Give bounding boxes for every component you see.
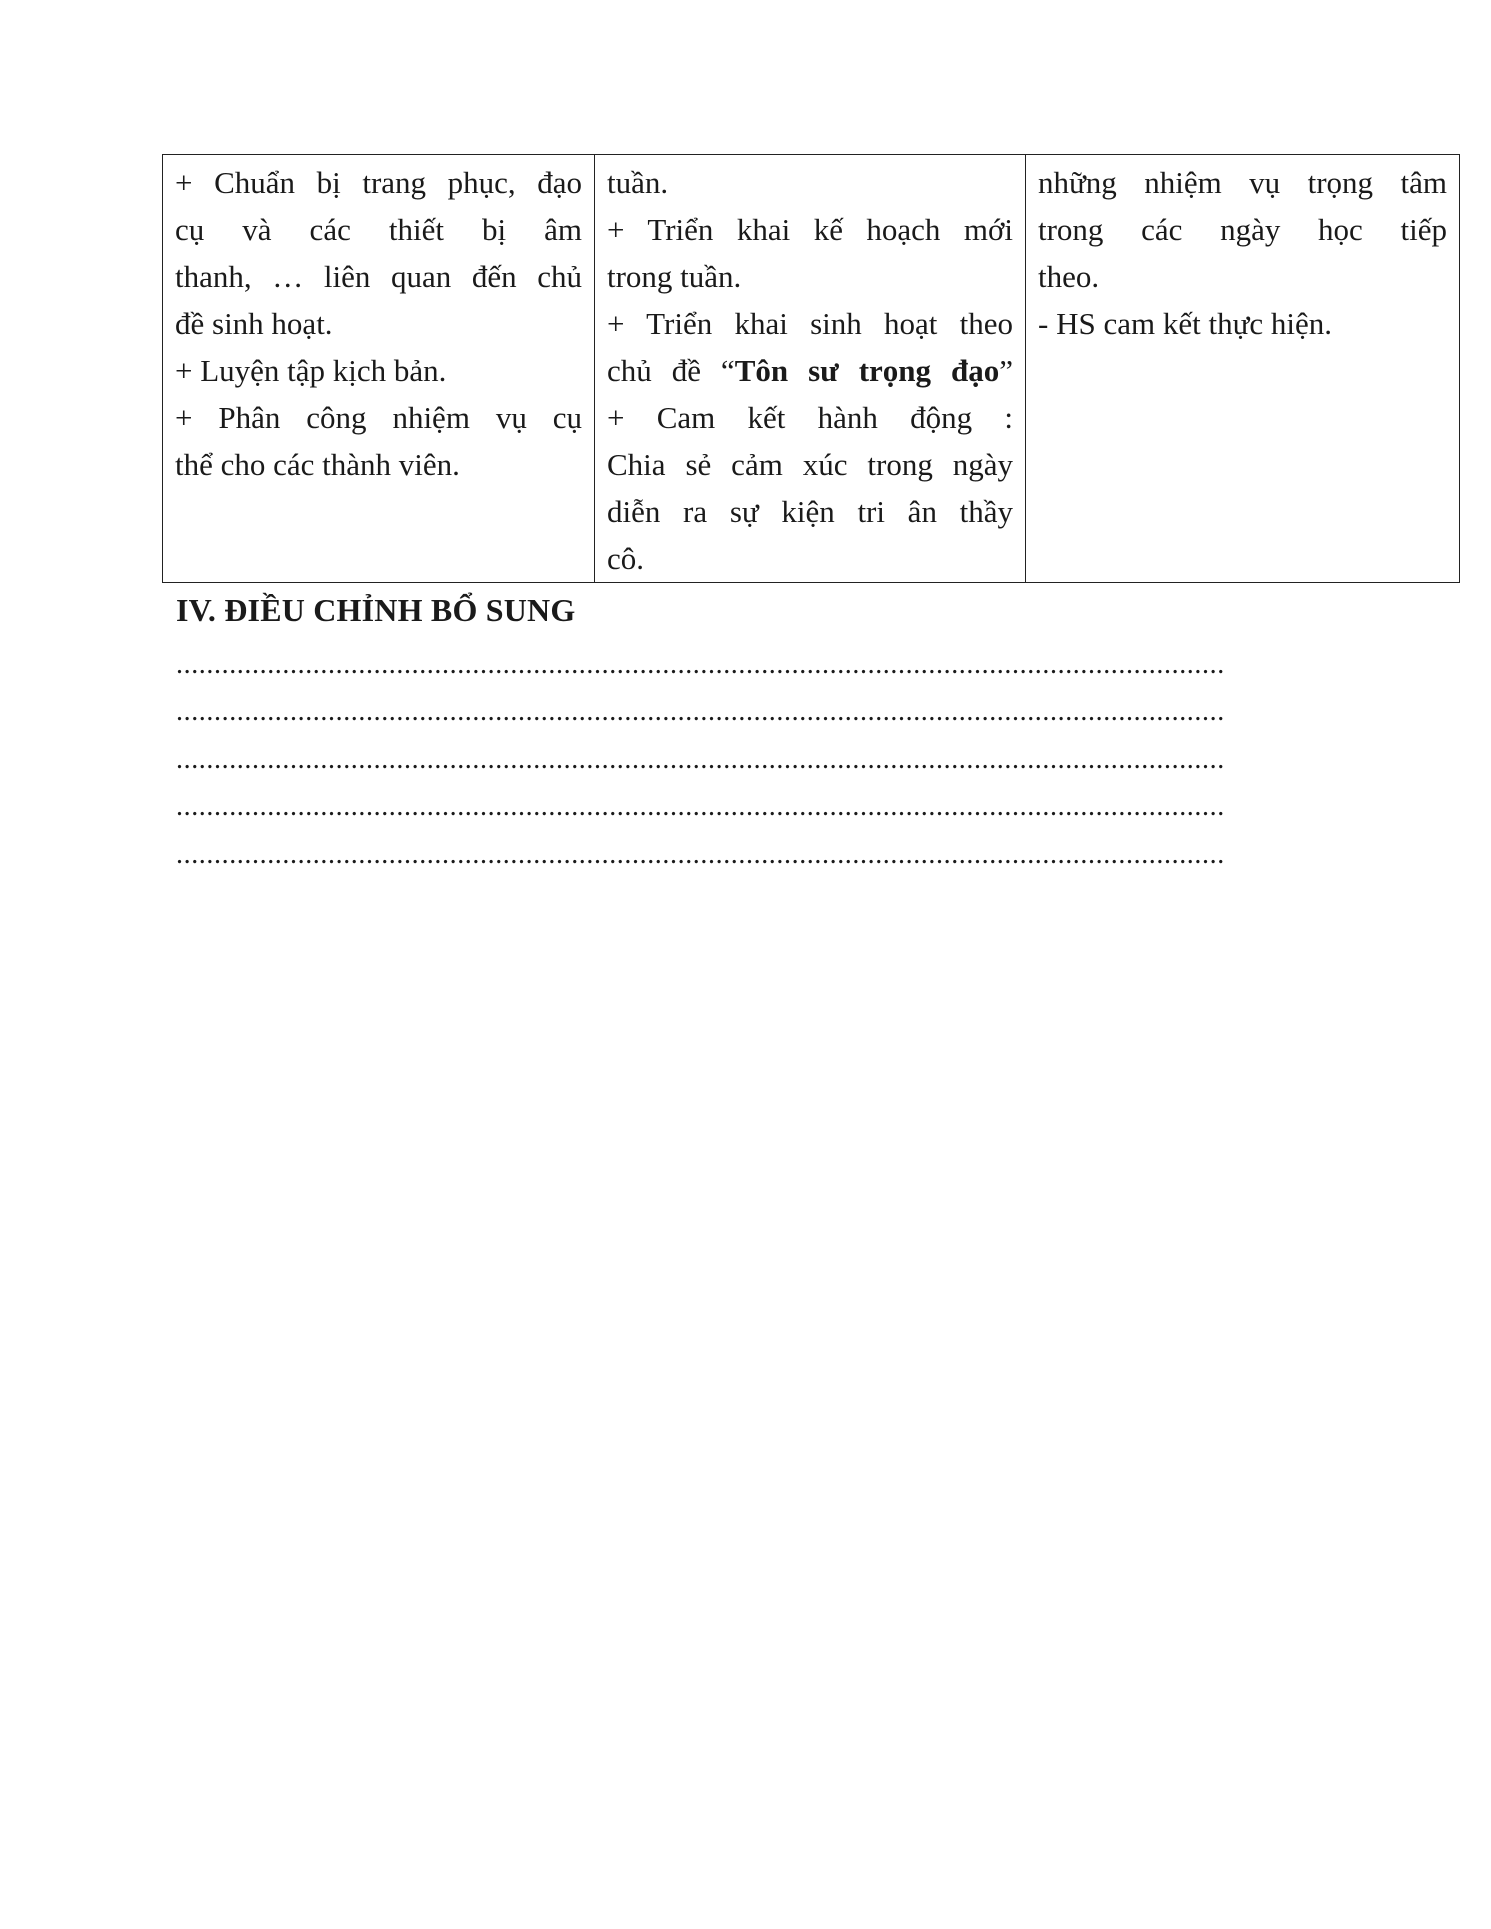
- table-cell-activities: [595, 155, 1026, 583]
- cell-line: trong các ngày học tiếp: [1038, 212, 1447, 247]
- cell-line: thanh, … liên quan đến chủ: [175, 259, 582, 294]
- table-cell-commitment: [1026, 155, 1460, 583]
- dotted-line: ..........................................................................................................................................: [176, 650, 1225, 680]
- cell-line: theo.: [1038, 259, 1100, 294]
- dotted-line: ..........................................................................................................................................: [176, 697, 1225, 727]
- theme-prefix: chủ đề “: [607, 353, 735, 388]
- cell-line: + Luyện tập kịch bản.: [175, 353, 447, 388]
- cell-line: + Triển khai kế hoạch mới: [607, 212, 1013, 247]
- activity-table: [162, 154, 1460, 583]
- table-row: [163, 155, 1460, 583]
- cell-line: cô.: [607, 541, 645, 576]
- cell-line: những nhiệm vụ trọng tâm: [1038, 165, 1447, 200]
- cell-line-theme: [607, 347, 1013, 394]
- theme-suffix: ”: [999, 353, 1013, 388]
- cell-line: thể cho các thành viên.: [175, 447, 460, 482]
- table-cell-preparation: [163, 155, 595, 583]
- cell-line: + Chuẩn bị trang phục, đạo: [175, 165, 582, 200]
- cell-line: + Phân công nhiệm vụ cụ: [175, 400, 582, 435]
- cell-line: + Triển khai sinh hoạt theo: [607, 306, 1013, 341]
- cell-line: - HS cam kết thực hiện.: [1038, 306, 1333, 341]
- cell-line: + Cam kết hành động :: [607, 400, 1013, 435]
- dotted-line: ..........................................................................................................................................: [176, 745, 1225, 775]
- section-heading: IV. ĐIỀU CHỈNH BỔ SUNG: [176, 592, 576, 628]
- cell-line: cụ và các thiết bị âm: [175, 212, 582, 247]
- cell-line: tuần.: [607, 165, 669, 200]
- cell-line: đề sinh hoạt.: [175, 306, 333, 341]
- cell-line: diễn ra sự kiện tri ân thầy: [607, 494, 1013, 529]
- dotted-line: ..........................................................................................................................................: [176, 840, 1225, 870]
- cell-line: trong tuần.: [607, 259, 742, 294]
- theme-title: Tôn sư trọng đạo: [734, 353, 1000, 388]
- dotted-line: ..........................................................................................................................................: [176, 792, 1225, 822]
- cell-line: Chia sẻ cảm xúc trong ngày: [607, 447, 1013, 482]
